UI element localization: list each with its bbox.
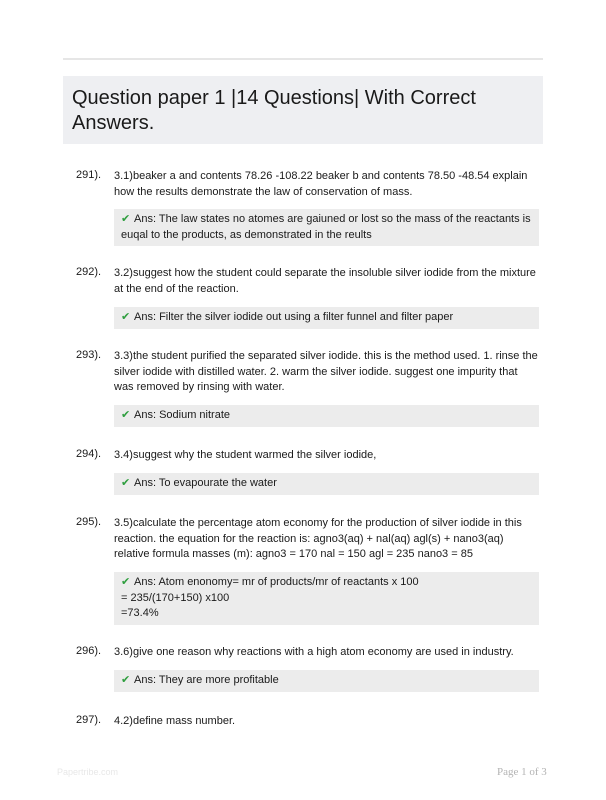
answer-box [114, 473, 539, 495]
question-number: 292). [76, 266, 102, 278]
answer-text: Ans: To evapourate the water [134, 477, 277, 489]
answer-line [121, 408, 533, 424]
question-number: 294). [76, 448, 102, 460]
question-number: 297). [76, 714, 102, 726]
question-number: 291). [76, 169, 102, 181]
answer-box [114, 572, 539, 625]
answer-line [121, 212, 533, 243]
page-title: Question paper 1 |14 Questions| With Correct Answers. [72, 87, 476, 134]
check-icon: ✔ [121, 477, 131, 489]
question-text: 3.6)give one reason why reactions with a high atom economy are used in industry. [114, 646, 514, 658]
answer-line: =73.4% [121, 607, 159, 619]
answer-text: Ans: Atom enonomy= mr of products/mr of reactants x 100 [134, 576, 419, 588]
check-icon: ✔ [121, 311, 131, 323]
answer-box [114, 307, 539, 329]
top-divider [63, 58, 543, 60]
answer-box [114, 209, 539, 246]
answer-text: Ans: Filter the silver iodide out using a filter funnel and filter paper [134, 311, 454, 323]
answer-text: Ans: They are more profitable [134, 674, 279, 686]
question-text: 3.2)suggest how the student could separate the insoluble silver iodide from the mixture at the end of the reaction. [114, 267, 536, 295]
question-number: 293). [76, 349, 102, 361]
answer-box [114, 670, 539, 692]
answer-line: = 235/(170+150) x100 [121, 591, 230, 604]
check-icon: ✔ [121, 576, 131, 588]
answer-line [121, 575, 533, 591]
answer-text: Ans: The law states no atomes are gaiuned or lost so the mass of the reactants is euqal to the products, as demonstrated in the reults [121, 213, 531, 241]
question-text: 4.2)define mass number. [114, 715, 236, 727]
answer-line [121, 673, 533, 689]
check-icon: ✔ [121, 213, 131, 225]
check-icon: ✔ [121, 409, 131, 421]
question-text: 3.4)suggest why the student warmed the silver iodide, [114, 449, 377, 461]
answer-text: Ans: Sodium nitrate [134, 409, 230, 421]
question-text: 3.1)beaker a and contents 78.26 -108.22 beaker b and contents 78.50 -48.54 explain how the results demonstrate the law of conservation of mass. [114, 170, 528, 198]
page-indicator: Page 1 of 3 [497, 766, 547, 778]
answer-box [114, 405, 539, 427]
check-icon: ✔ [121, 674, 131, 686]
answer-line [121, 310, 533, 326]
answer-line [121, 476, 533, 492]
question-text: 3.5)calculate the percentage atom economy for the production of silver iodide in this reaction. the equation for the reaction is: agno3(aq) + nal(aq) agl(s) + nano3(aq) relative formula masses (m): agno3 = 170 nal = 150 agl = 235 nano3 = 85 [114, 517, 522, 560]
question-text: 3.3)the student purified the separated silver iodide. this is the method used. 1. rinse the silver iodide with distilled water. 2. warm the silver iodide. suggest one impurity that was removed by rinsing with water. [114, 350, 538, 393]
footer-site: Papertribe.com [57, 767, 119, 777]
question-number: 295). [76, 516, 102, 528]
question-number: 296). [76, 645, 102, 657]
